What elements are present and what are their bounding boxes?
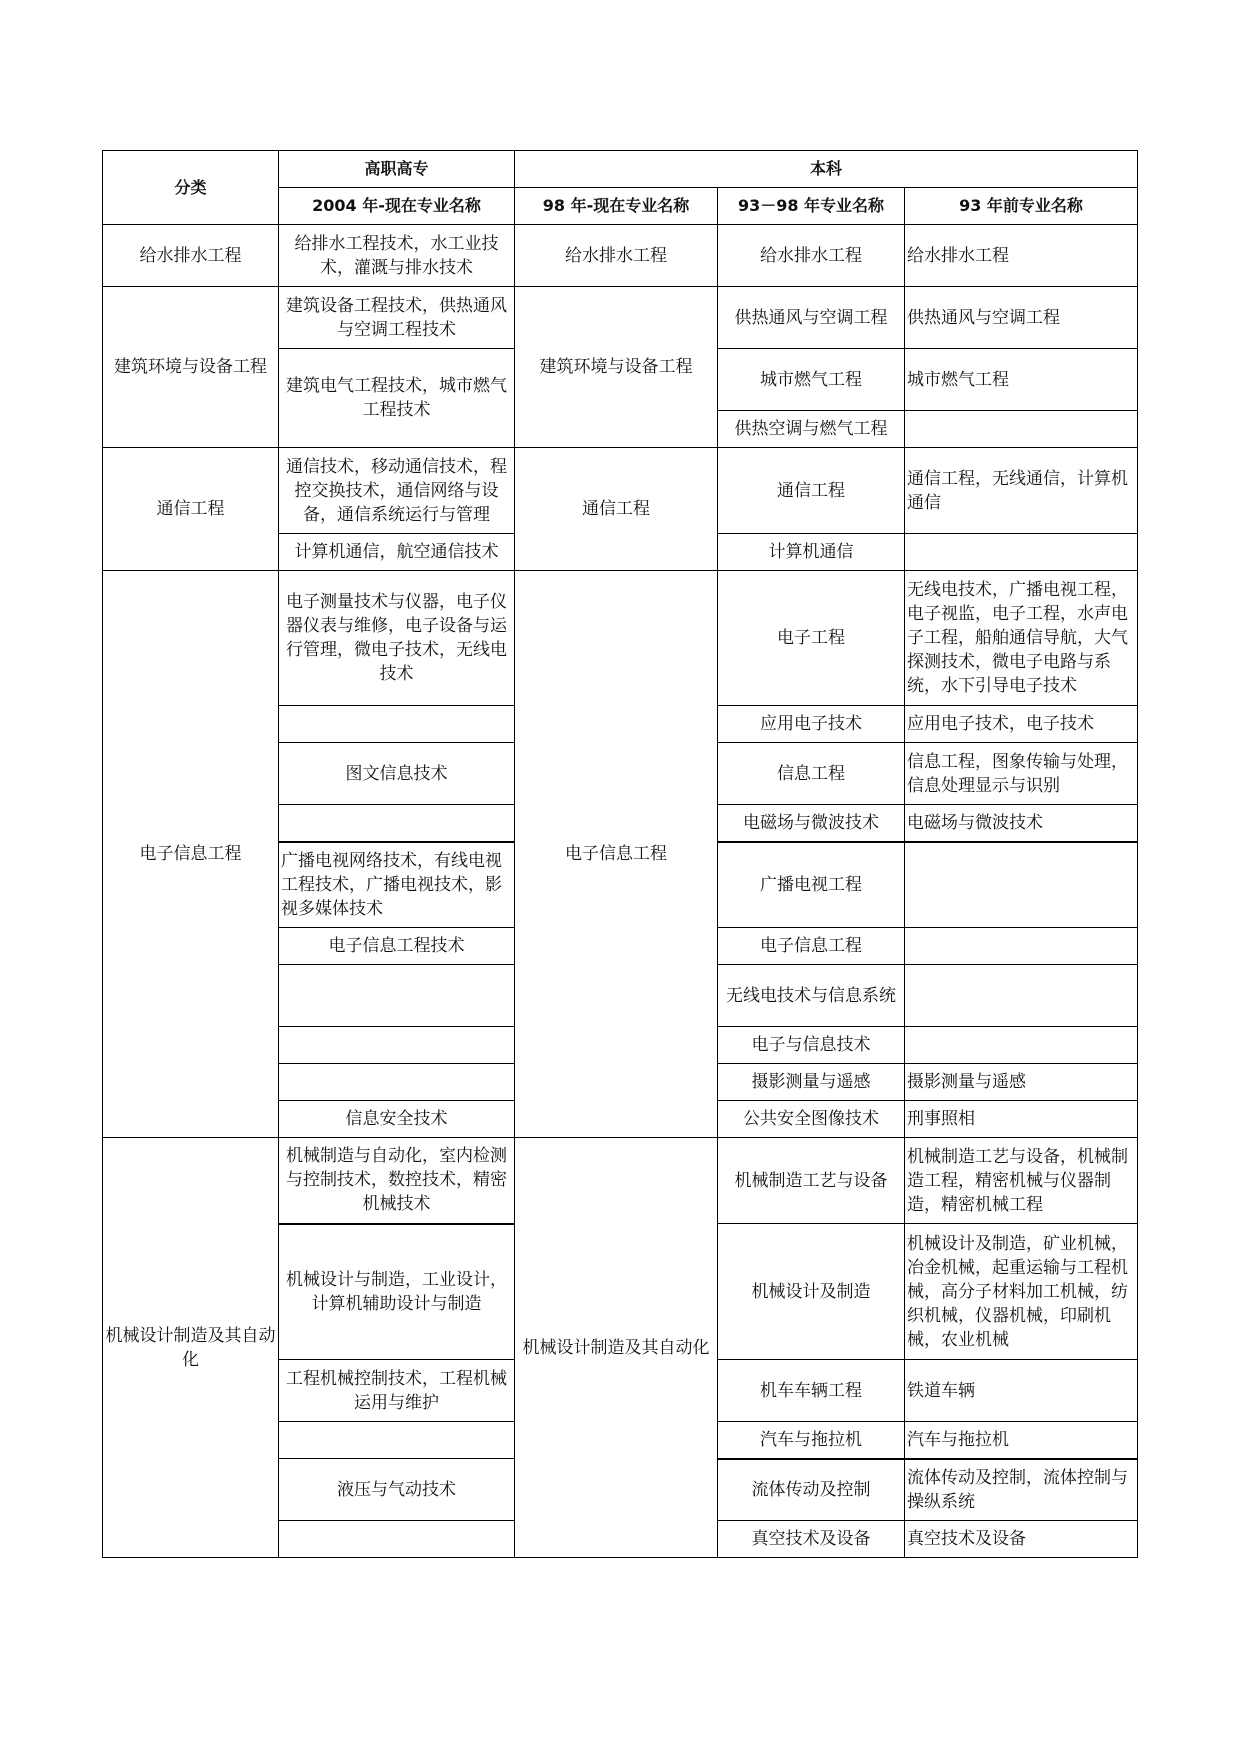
ug98-cell: 电子信息工程 (515, 571, 718, 1138)
vocational-cell: 液压与气动技术 (279, 1459, 515, 1521)
ug93-cell: 应用电子技术 (718, 706, 905, 743)
header-category: 分类 (103, 151, 279, 225)
header-vocational: 高职高专 (279, 151, 515, 188)
pre93-cell (905, 411, 1138, 448)
vocational-cell: 图文信息技术 (279, 743, 515, 805)
pre93-cell: 供热通风与空调工程 (905, 287, 1138, 349)
pre93-cell: 真空技术及设备 (905, 1521, 1138, 1558)
ug98-cell: 通信工程 (515, 448, 718, 571)
ug98-cell: 建筑环境与设备工程 (515, 287, 718, 448)
vocational-cell: 建筑电气工程技术，城市燃气工程技术 (279, 349, 515, 448)
ug93-cell: 机车车辆工程 (718, 1360, 905, 1422)
vocational-cell: 计算机通信，航空通信技术 (279, 534, 515, 571)
pre93-cell: 城市燃气工程 (905, 349, 1138, 411)
pre93-cell (905, 965, 1138, 1027)
pre93-cell: 刑事照相 (905, 1101, 1138, 1138)
vocational-cell (279, 1064, 515, 1101)
pre93-cell: 机械设计及制造，矿业机械，冶金机械，起重运输与工程机械，高分子材料加工机械，纺织机械，仪器机械，印刷机械，农业机械 (905, 1224, 1138, 1360)
vocational-cell (279, 706, 515, 743)
header-col-98: 98 年-现在专业名称 (515, 188, 718, 225)
ug93-cell: 信息工程 (718, 743, 905, 805)
pre93-cell: 电磁场与微波技术 (905, 805, 1138, 842)
pre93-cell: 机械制造工艺与设备，机械制造工程，精密机械与仪器制造，精密机械工程 (905, 1138, 1138, 1224)
vocational-cell (279, 965, 515, 1027)
pre93-cell: 流体传动及控制，流体控制与操纵系统 (905, 1459, 1138, 1521)
header-col-2004: 2004 年-现在专业名称 (279, 188, 515, 225)
vocational-cell (279, 1422, 515, 1459)
vocational-cell: 机械制造与自动化，室内检测与控制技术，数控技术，精密机械技术 (279, 1138, 515, 1224)
ug93-cell: 机械设计及制造 (718, 1224, 905, 1360)
ug93-cell: 广播电视工程 (718, 842, 905, 928)
vocational-cell: 电子信息工程技术 (279, 928, 515, 965)
category-cell: 给水排水工程 (103, 225, 279, 287)
pre93-cell (905, 842, 1138, 928)
ug98-cell: 给水排水工程 (515, 225, 718, 287)
ug93-cell: 电子信息工程 (718, 928, 905, 965)
pre93-cell: 通信工程，无线通信，计算机通信 (905, 448, 1138, 534)
ug93-cell: 机械制造工艺与设备 (718, 1138, 905, 1224)
ug93-cell: 电子与信息技术 (718, 1027, 905, 1064)
ug93-cell: 摄影测量与遥感 (718, 1064, 905, 1101)
ug93-cell: 电磁场与微波技术 (718, 805, 905, 842)
ug93-cell: 无线电技术与信息系统 (718, 965, 905, 1027)
category-cell: 机械设计制造及其自动化 (103, 1138, 279, 1558)
ug93-cell: 汽车与拖拉机 (718, 1422, 905, 1459)
category-cell: 通信工程 (103, 448, 279, 571)
pre93-cell: 信息工程，图象传输与处理，信息处理显示与识别 (905, 743, 1138, 805)
pre93-cell (905, 534, 1138, 571)
major-comparison-table (102, 150, 1138, 1558)
pre93-cell: 应用电子技术，电子技术 (905, 706, 1138, 743)
vocational-cell (279, 1521, 515, 1558)
pre93-cell (905, 1027, 1138, 1064)
vocational-cell: 信息安全技术 (279, 1101, 515, 1138)
ug93-cell: 电子工程 (718, 571, 905, 706)
ug93-cell: 计算机通信 (718, 534, 905, 571)
vocational-cell: 机械设计与制造，工业设计，计算机辅助设计与制造 (279, 1224, 515, 1360)
ug93-cell: 通信工程 (718, 448, 905, 534)
ug98-cell: 机械设计制造及其自动化 (515, 1138, 718, 1558)
ug93-cell: 公共安全图像技术 (718, 1101, 905, 1138)
header-undergrad: 本科 (515, 151, 1138, 188)
header-col-93-98: 93－98 年专业名称 (718, 188, 905, 225)
pre93-cell: 给水排水工程 (905, 225, 1138, 287)
pre93-cell: 汽车与拖拉机 (905, 1422, 1138, 1459)
vocational-cell: 给排水工程技术，水工业技术，灌溉与排水技术 (279, 225, 515, 287)
vocational-cell: 广播电视网络技术，有线电视工程技术，广播电视技术，影视多媒体技术 (279, 842, 515, 928)
category-cell: 电子信息工程 (103, 571, 279, 1138)
pre93-cell: 摄影测量与遥感 (905, 1064, 1138, 1101)
header-col-pre93: 93 年前专业名称 (905, 188, 1138, 225)
vocational-cell: 通信技术，移动通信技术，程控交换技术，通信网络与设备，通信系统运行与管理 (279, 448, 515, 534)
ug93-cell: 城市燃气工程 (718, 349, 905, 411)
pre93-cell: 无线电技术，广播电视工程，电子视监，电子工程，水声电子工程，船舶通信导航，大气探测技术，微电子电路与系统，水下引导电子技术 (905, 571, 1138, 706)
vocational-cell (279, 805, 515, 842)
category-cell: 建筑环境与设备工程 (103, 287, 279, 448)
vocational-cell: 电子测量技术与仪器，电子仪器仪表与维修，电子设备与运行管理，微电子技术，无线电技术 (279, 571, 515, 706)
ug93-cell: 流体传动及控制 (718, 1459, 905, 1521)
ug93-cell: 供热通风与空调工程 (718, 287, 905, 349)
pre93-cell: 铁道车辆 (905, 1360, 1138, 1422)
vocational-cell (279, 1027, 515, 1064)
ug93-cell: 给水排水工程 (718, 225, 905, 287)
pre93-cell (905, 928, 1138, 965)
ug93-cell: 供热空调与燃气工程 (718, 411, 905, 448)
ug93-cell: 真空技术及设备 (718, 1521, 905, 1558)
vocational-cell: 工程机械控制技术，工程机械运用与维护 (279, 1360, 515, 1422)
vocational-cell: 建筑设备工程技术，供热通风与空调工程技术 (279, 287, 515, 349)
